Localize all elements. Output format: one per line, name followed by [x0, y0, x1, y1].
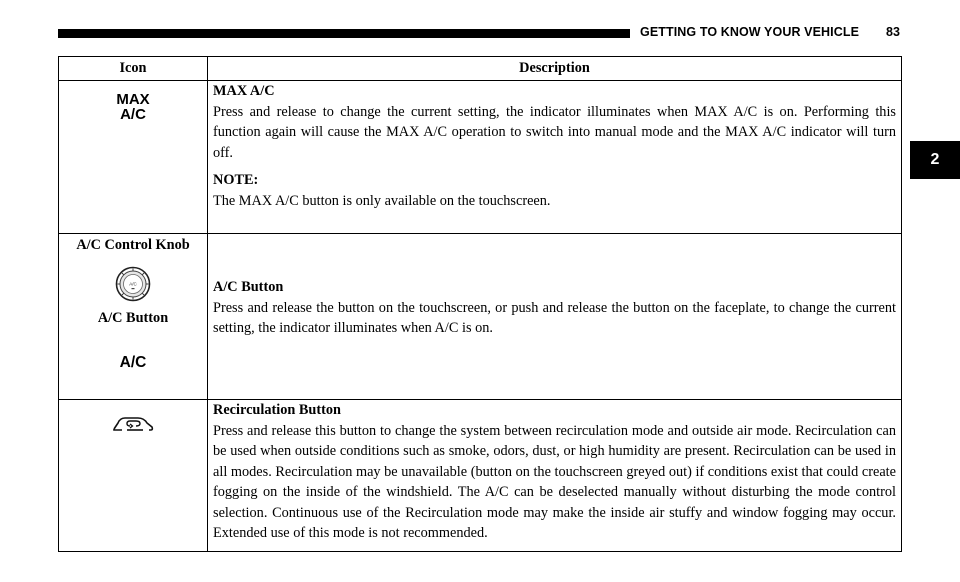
- climate-controls-table: [58, 56, 902, 552]
- row-body: Press and release the button on the touchscreen, or push and release the button on the faceplate, to change the current setting, the indicator illuminates when A/C is on.: [213, 299, 896, 336]
- max-ac-icon-line1: MAX: [116, 91, 150, 108]
- knob-label: A/C Control Knob: [76, 237, 190, 253]
- ac-knob-icon: [115, 266, 151, 302]
- row-body: Press and release this button to change the system between recirculation mode and outside air mode. Recirculation can be used when outside conditions such as smoke, odors, dust, or high humidity are present. Recirculation can be used in all modes. Recirculation may be unavailable (button on the touchscreen greyed out) if conditions exist that could create fogging on the inside of the windshield. The A/C can be deselected manually without disturbing the mode control selection. Continuous use of the Recirculation mode may make the inside air stuffy and window fogging may occur. Extended use of this mode is not recommended.: [213, 422, 896, 541]
- icon-cell: [59, 400, 208, 552]
- table-header-row: [59, 57, 902, 81]
- spacer: [213, 234, 896, 277]
- description-cell: [208, 400, 902, 552]
- ac-button-icon: A/C: [119, 354, 147, 371]
- page-number: 83: [886, 25, 900, 39]
- table-row: [59, 81, 902, 234]
- recirculation-icon: [111, 414, 155, 434]
- row-title: Recirculation Button: [213, 402, 342, 418]
- description-cell: [208, 234, 902, 400]
- knob-text: A/C: [129, 281, 137, 286]
- header-rule: [58, 29, 630, 38]
- running-head: GETTING TO KNOW YOUR VEHICLE: [640, 25, 860, 39]
- chapter-tab: 2: [910, 141, 960, 179]
- note-label: NOTE:: [213, 172, 259, 188]
- column-header-icon: Icon: [59, 57, 208, 81]
- row-title: A/C Button: [213, 279, 284, 295]
- icon-cell: [59, 81, 208, 234]
- column-header-description: Description: [208, 57, 902, 81]
- row-title: MAX A/C: [213, 83, 275, 99]
- max-ac-icon: [59, 92, 207, 122]
- note-text: The MAX A/C button is only available on the touchscreen.: [213, 192, 551, 209]
- table-row: [59, 400, 902, 552]
- table-row: [59, 234, 902, 400]
- row-body: Press and release to change the current setting, the indicator illuminates when MAX A/C is on. Performing this function again will cause the MAX A/C operation to switch into manual mode and the MAX A/C indicator will turn off.: [213, 103, 896, 161]
- max-ac-icon-line2: A/C: [120, 106, 146, 123]
- button-label: A/C Button: [97, 309, 169, 326]
- description-cell: [208, 81, 902, 234]
- icon-cell: [59, 234, 208, 400]
